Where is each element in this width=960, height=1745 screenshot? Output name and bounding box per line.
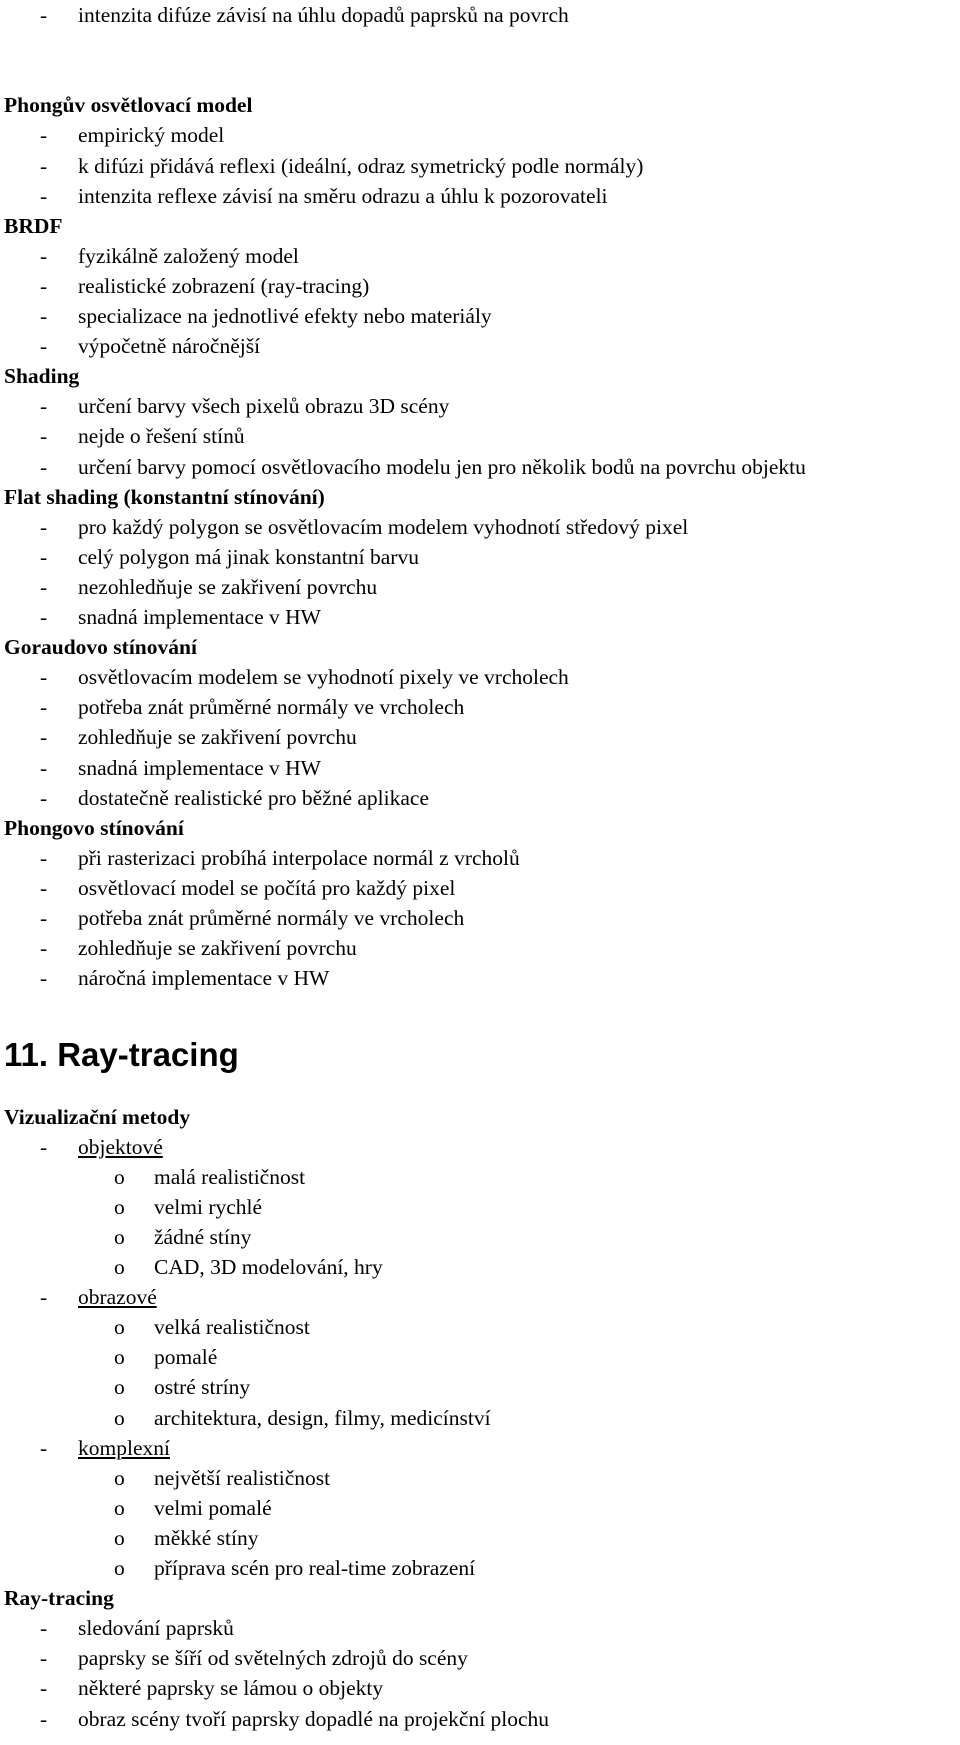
dash-bullet: - [40,123,48,148]
list-item-text: fyzikálně založený model [78,243,299,268]
circle-bullet: o [114,1164,125,1189]
circle-bullet: o [114,1194,125,1219]
list-item-text: potřeba znát průměrné normály ve vrcholech [78,906,465,930]
dash-bullet: - [40,3,48,27]
list-item-text: určení barvy pomocí osvětlovacího modelu jen pro několik bodů na povrchu objektu [78,454,806,479]
list-item-text: paprsky se šíří od světelných zdrojů do scény [78,1646,468,1671]
circle-bullet: o [114,1465,125,1490]
list-item-text: empirický model [78,123,225,148]
sub-list-item-text: ostré stríny [154,1375,251,1400]
dash-bullet: - [40,243,48,268]
dash-bullet: - [40,1134,48,1159]
circle-bullet: o [114,1556,125,1580]
section-heading: Flat shading (konstantní stínování) [4,484,325,509]
dash-bullet: - [40,665,48,690]
circle-bullet: o [114,1255,125,1279]
list-item-text: realistické zobrazení (ray-tracing) [78,273,370,298]
dash-bullet: - [40,273,48,298]
dash-bullet: - [40,725,48,750]
dash-bullet: - [40,785,48,810]
section-heading: Ray-tracing [4,1586,114,1611]
list-item-text: snadná implementace v HW [78,605,321,629]
list-item-text: dostatečně realistické pro běžné aplikace [78,785,429,810]
list-item-text: potřeba znát průměrné normály ve vrcholech [78,695,465,720]
list-item-text: komplexní [78,1435,170,1460]
dash-bullet: - [40,936,48,961]
dash-bullet: - [40,875,48,900]
dash-bullet: - [40,334,48,359]
dash-bullet: - [40,1676,48,1701]
circle-bullet: o [114,1375,125,1400]
sub-list-item-text: CAD, 3D modelování, hry [154,1255,383,1279]
dash-bullet: - [40,695,48,720]
dash-bullet: - [40,605,48,629]
section-heading: BRDF [4,213,63,238]
list-item-text: určení barvy všech pixelů obrazu 3D scény [78,394,450,419]
list-item-text: k difúzi přidává reflexi (ideální, odraz symetrický podle normály) [78,153,644,178]
dash-bullet: - [40,755,48,780]
dash-bullet: - [40,574,48,599]
list-item-text: specializace na jednotlivé efekty nebo materiály [78,304,492,328]
list-item-text: objektové [78,1134,163,1159]
list-item-text: některé paprsky se lámou o objekty [78,1676,384,1701]
sub-list-item-text: velmi rychlé [154,1194,263,1219]
dash-bullet: - [40,906,48,930]
dash-bullet: - [40,966,48,991]
dash-bullet: - [40,1616,48,1641]
sub-list-item-text: malá realističnost [154,1164,306,1189]
circle-bullet: o [114,1315,125,1340]
section-heading: Phongův osvětlovací model [4,93,253,118]
dash-bullet: - [40,424,48,449]
sub-list-item-text: žádné stíny [154,1224,252,1249]
sub-list-item-text: velmi pomalé [154,1495,272,1520]
dash-bullet: - [40,454,48,479]
sub-list-item-text: pomalé [154,1345,218,1370]
section-heading: Vizualizační metody [4,1104,191,1129]
list-item-text: pro každý polygon se osvětlovacím modelem vyhodnotí středový pixel [78,514,689,539]
list-item-text: zohledňuje se zakřivení povrchu [78,725,357,750]
list-item-text: intenzita difúze závisí na úhlu dopadů paprsků na povrch [78,3,569,27]
dash-bullet: - [40,304,48,328]
dash-bullet: - [40,394,48,419]
list-item-text: obrazové [78,1285,157,1310]
dash-bullet: - [40,1646,48,1671]
dash-bullet: - [40,1285,48,1310]
list-item-text: intenzita reflexe závisí na směru odrazu a úhlu k pozorovateli [78,183,608,208]
dash-bullet: - [40,1435,48,1460]
section-heading: Phongovo stínování [4,815,184,840]
list-item-text: nejde o řešení stínů [78,424,245,449]
list-item-text: při rasterizaci probíhá interpolace normál z vrcholů [78,845,520,870]
dash-bullet: - [40,514,48,539]
list-item-text: nezohledňuje se zakřivení povrchu [78,574,378,599]
circle-bullet: o [114,1405,125,1430]
list-item-text: náročná implementace v HW [78,966,330,991]
chapter-title: 11. Ray-tracing [4,1036,239,1074]
sub-list-item-text: příprava scén pro real-time zobrazení [154,1556,476,1580]
dash-bullet: - [40,544,48,569]
circle-bullet: o [114,1525,125,1550]
list-item-text: obraz scény tvoří paprsky dopadlé na projekční plochu [78,1706,550,1731]
list-item-text: sledování paprsků [78,1616,234,1641]
list-item-text: výpočetně náročnější [78,334,261,359]
section-heading: Shading [4,364,80,389]
sub-list-item-text: měkké stíny [154,1525,259,1550]
dash-bullet: - [40,845,48,870]
circle-bullet: o [114,1345,125,1370]
list-item-text: osvětlovací model se počítá pro každý pixel [78,875,456,900]
list-item-text: osvětlovacím modelem se vyhodnotí pixely ve vrcholech [78,665,569,690]
list-item-text: zohledňuje se zakřivení povrchu [78,936,357,961]
sub-list-item-text: největší realističnost [154,1465,331,1490]
circle-bullet: o [114,1224,125,1249]
sub-list-item-text: velká realističnost [154,1315,310,1340]
list-item-text: snadná implementace v HW [78,755,321,780]
sub-list-item-text: architektura, design, filmy, medicínství [154,1405,491,1430]
dash-bullet: - [40,153,48,178]
section-heading: Goraudovo stínování [4,635,197,660]
dash-bullet: - [40,183,48,208]
circle-bullet: o [114,1495,125,1520]
list-item-text: celý polygon má jinak konstantní barvu [78,544,419,569]
dash-bullet: - [40,1706,48,1731]
